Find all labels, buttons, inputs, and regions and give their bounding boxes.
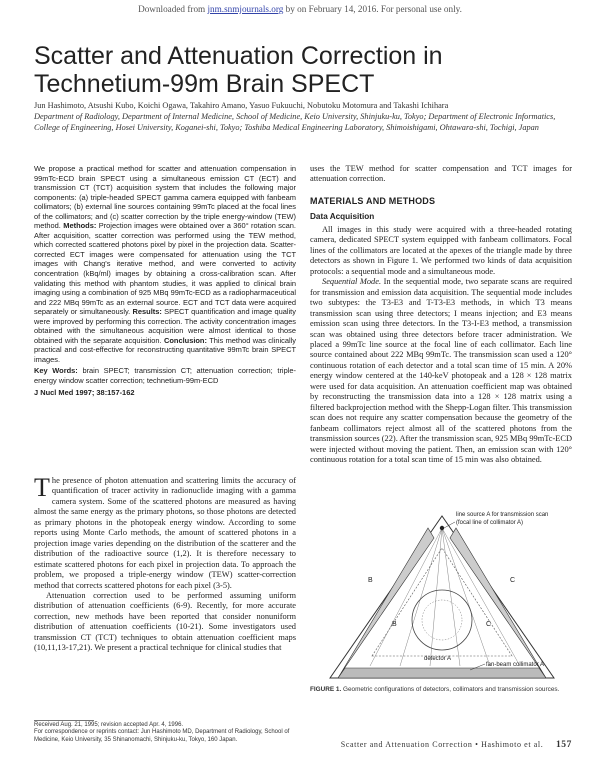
label-focal-line: (focal line of collimator A) [456,520,524,526]
keywords [34,366,296,385]
figure-caption-text: Geometric configurations of detectors, collimators and transmission sources. [343,686,560,693]
detector-a-bar [338,668,546,678]
intro-paragraph-1 [34,473,296,591]
figure-caption-label: FIGURE 1. [310,686,342,693]
banner-suffix: by on February 14, 2016. For personal use only. [285,4,462,14]
label-c-inner: C [486,621,492,628]
intro-continuation: uses the TEW method for scatter compensation and TCT images for attenuation correction. [310,164,572,184]
abstract-results: SPECT quantification and image quality were improved by performing this correction. The activity concentration images obtained with the simultaneous acquisition were almost identical to those obtained with the separate acquisition. [34,307,296,345]
label-b-outer: B [368,577,373,584]
sequential-mode-label: Sequential Mode. [322,277,382,287]
intro-p1-text: he presence of photon attenuation and scattering limits the accuracy of quantification of tracer activity in radionuclide imaging with a gamma camera system. Some of the scattered photons are measured as having almost the same energy as the primary photons, so those photons are detected as primary photons in the photopeak energy window. According to some reports using Monte Carlo methods, the amount of scattered photons in a projection image varies depending on the distribution of the scatterer and the distribution of the radioactive source (1,2). It is therefore necessary to estimate scattered photons for each pixel in projection data. To approach the problem, we proposed a triple-energy window (TEW) scatter-correction method that corrects scattered photons for each pixel (3-5). [34,476,296,590]
line-source-point [440,526,444,530]
detector-c-bar [450,528,546,678]
footnote-correspondence: For correspondence or reprints contact: Jun Hashimoto MD, Department of Radiology, School of Medicine, Keio University, 35 Shinanomachi, Shinjuku-ku, Tokyo, 160 Japan. [34,729,290,743]
figure-caption [310,686,572,694]
introduction [34,473,296,654]
label-fanbeam: fan-beam collimator A [486,662,545,668]
outer-triangle [330,516,554,678]
label-b-inner: B [392,621,397,628]
abstract-conclusion-label: Conclusion: [163,335,207,345]
abstract-methods: Projection images were obtained over a 360° rotation scan. After acquisition, scatter correction was performed using the TEW method, which corrected scattered photons pixel by pixel in the projection data. Scatter-corrected ECT images were compensated for attenuation using the TCT images with Chang's iterative method, and were converted to activity concentration (kBq/ml) images by obtaining a cross-calibration scan. After validating this method with phantom studies, it was applied to clinical brain imaging using a combination of 925 MBq 99mTc-ECD as a radiopharmaceutical and 222 MBq 99mTc as an external source. ECT and TCT data were acquired separately or simultaneously. [34,221,297,317]
running-footer [310,740,572,750]
head-circle [412,590,472,650]
footnote-received: Received Aug. 21, 1995; revision accepted Apr. 4, 1996. [34,722,184,728]
label-detector-a: detector A [424,656,452,662]
running-footer-text: Scatter and Attenuation Correction • Hashimoto et al. [340,740,544,749]
abstract-results-label: Results: [132,307,162,317]
abstract-methods-label: Methods: [63,221,97,231]
methods-p2-text: In the sequential mode, two separate scans are required for transmission and emission data acquisition. The sequential mode includes two subtypes: the T3-E3 and T-T3-E3 methods, in which T3 means transmission scan using three detectors; I means injection; and E3 means emission scan using three detectors. In the T3-I-E3 method, a transmission scan was obtained using three detectors before tracer administration. We placed a 99mTc line source at the focal line of each collimator. Each line source contained about 222 MBq 99mTc. The transmission scan used a 120° continuous rotation of each detector and a total scan time of 15 min. A 20% energy window centered at the 140-keV photopeak and a 128 × 128 matrix were used for data acquisition. An attenuation coefficient map was obtained by reconstructing the transmission data into a 128 × 128 matrix using a filtered backprojection method with the Shepp-Logan filter. This transmission scan does not require any scatter compensation because the geometry of the fanbeam collimators reject almost all of the scattered photons from the transmission sources (22). After the transmission scan, 925 MBq 99mTc-ECD were injected without moving the patient. Then, an emission scan with 120° continuous rotation for a total scan time of 15 min was also obtained. [310,277,573,464]
banner-site-link[interactable]: jnm.snmjournals.org [207,4,284,14]
methods-paragraph-1: All images in this study were acquired with a three-headed rotating camera, dedicated SPECT system equipped with fanbeam collimators. Focal lines of the collimators are located at the apexes of the triangle made by three detectors as shown in Figure 1. We performed two kinds of data acquisition protocols: a sequential mode and a simultaneous mode. [310,225,572,276]
banner-prefix: Downloaded from [138,4,206,14]
methods-body [310,225,572,465]
abstract [34,164,296,397]
footnotes [34,722,296,744]
abstract-conclusion: This method was clinically practical and cost-effective for reconstructing quantitative 99mTc brain SPECT images. [34,335,296,364]
abstract-intro: We propose a practical method for scatter and attenuation compensation in 99mTc-ECD brain SPECT using a simultaneous emission CT (ECT) and transmission CT (TCT) acquisition system that includes the following major components: (a) triple-headed SPECT gamma camera equipped with fanbeam collimators; (b) external line sources containing 99mTc placed at the focal lines of the collimators; and (c) scatter correction by the triple energy-window (TEW) method. [34,164,296,231]
keywords-text: brain SPECT; transmission CT; attenuation correction; triple-energy window scatter correction; technetium-99m-ECD [34,366,296,386]
footnote-divider [34,720,94,721]
detector-geometry-diagram [310,508,572,684]
download-banner [0,4,600,14]
affiliations: Department of Radiology, Department of Internal Medicine, School of Medicine, Keio University, Shinjuku-ku, Tokyo; Department of Electronic Informatics, College of Engineering, Hosei University, Koganei-shi, Tokyo; Toshiba Medical Engineering Laboratory, Shimoishigami, Ohtawara-shi, Tochigi, Japan [34,112,556,132]
drop-cap: T [34,473,50,502]
intro-paragraph-2: Attenuation correction used to be performed assuming uniform distribution of attenuation coefficients (6-9). Recently, for more accurate correction, new methods have been reported that consider nonuniform distribution of attenuation coefficients (10-21). Some investigators used transmission CT (TCT) techniques to obtain attenuation coefficient maps (10,11,13-17,21). We present a practical technique for clinical studies that [34,590,296,653]
section-heading: MATERIALS AND METHODS [310,196,436,206]
author-list: Jun Hashimoto, Atsushi Kubo, Koichi Ogawa, Takahiro Amano, Yasuo Fukuuchi, Nobutoku Motomura and Takashi Ichihara [34,101,449,110]
label-line-source: line source A for transmission scan [456,512,549,518]
page-number: 157 [555,740,572,750]
citation: J Nucl Med 1997; 38:157-162 [34,387,135,397]
methods-paragraph-2 [310,277,572,465]
keywords-label: Key Words: [34,366,78,376]
inner-circle [422,600,462,640]
article-title: Scatter and Attenuation Correction in Technetium-99m Brain SPECT [34,42,443,98]
figure-1 [310,508,572,684]
label-c-outer: C [510,577,516,584]
detector-b-bar [338,528,434,678]
subsection-heading: Data Acquisition [310,212,375,221]
